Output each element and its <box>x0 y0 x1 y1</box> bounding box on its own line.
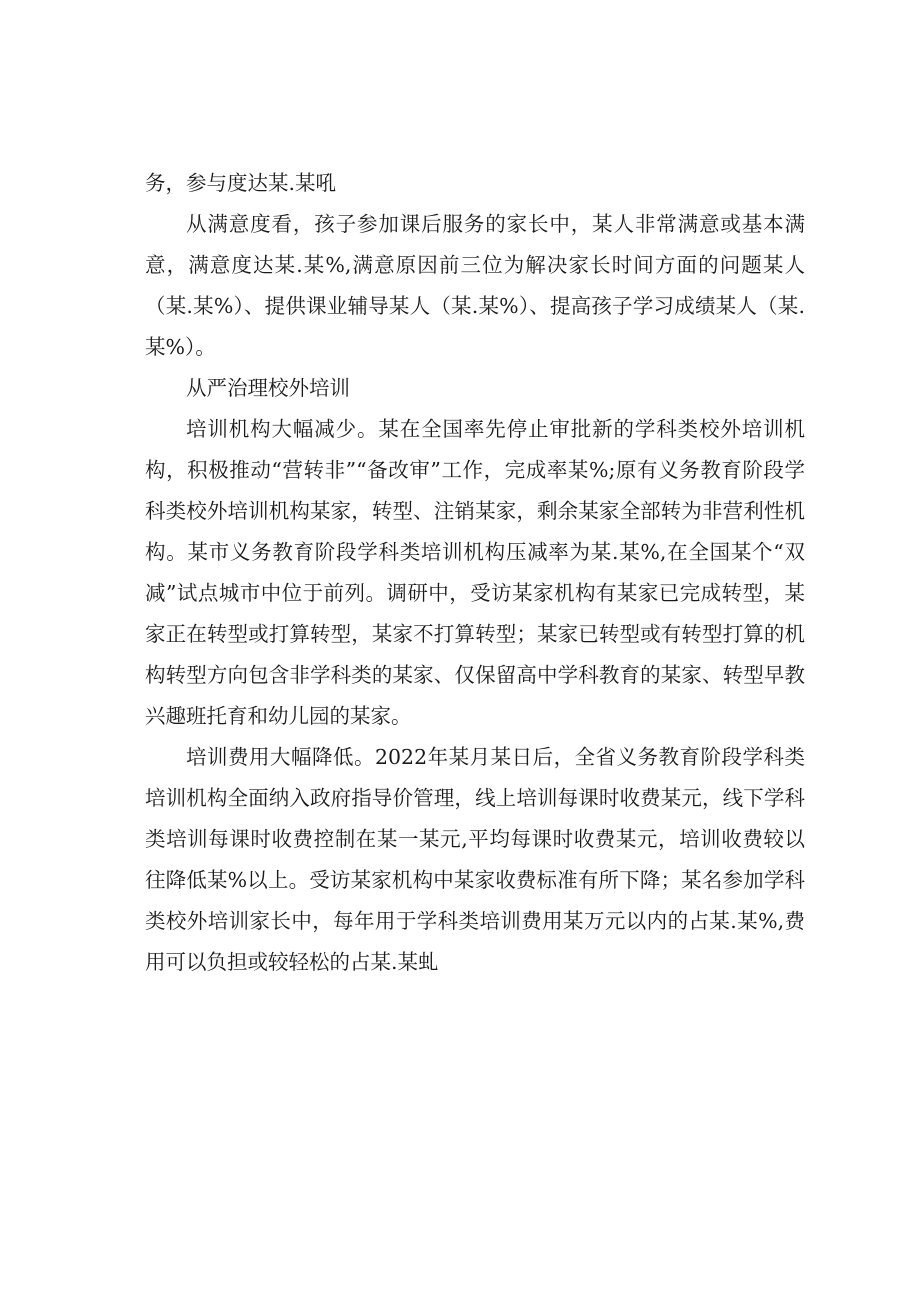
paragraph-institutions: 培训机构大幅减少。某在全国率先停止审批新的学科类校外培训机构，积极推动“营转非”“备改审”工作，完成率某%;原有义务教育阶段学科类校外培训机构某家，转型、注销某家，剩余某家全部转为非营利性机构。某市义务教育阶段学科类培训机构压减率为某.某%,在全国某个“双减”试点城市中位于前列。调研中，受访某家机构有某家已完成转型，某家正在转型或打算转型，某家不打算转型；某家已转型或有转型打算的机构转型方向包含非学科类的某家、仅保留高中学科教育的某家、转型早教兴趣班托育和幼儿园的某家。 <box>145 417 805 728</box>
document-page <box>145 163 805 983</box>
paragraph-continuation: 务，参与度达某.某吼 <box>145 171 337 195</box>
paragraph-fees: 培训费用大幅降低。2022年某月某日后，全省义务教育阶段学科类培训机构全面纳入政府指导价管理，线上培训每课时收费某元，线下学科类培训每课时收费控制在某一某元,平均每课时收费某元，培训收费较以往降低某%以上。受访某家机构中某家收费标准有所下降；某名参加学科类校外培训家长中，每年用于学科类培训费用某万元以内的占某.某%,费用可以负担或较轻松的占某.某虬 <box>145 745 805 974</box>
paragraph-satisfaction: 从满意度看，孩子参加课后服务的家长中，某人非常满意或基本满意，满意度达某.某%,满意原因前三位为解决家长时间方面的问题某人（某.某%）、提供课业辅导某人（某.某%）、提高孩子学习成绩某人（某.某%）。 <box>145 212 805 359</box>
section-heading: 从严治理校外培训 <box>186 376 350 400</box>
